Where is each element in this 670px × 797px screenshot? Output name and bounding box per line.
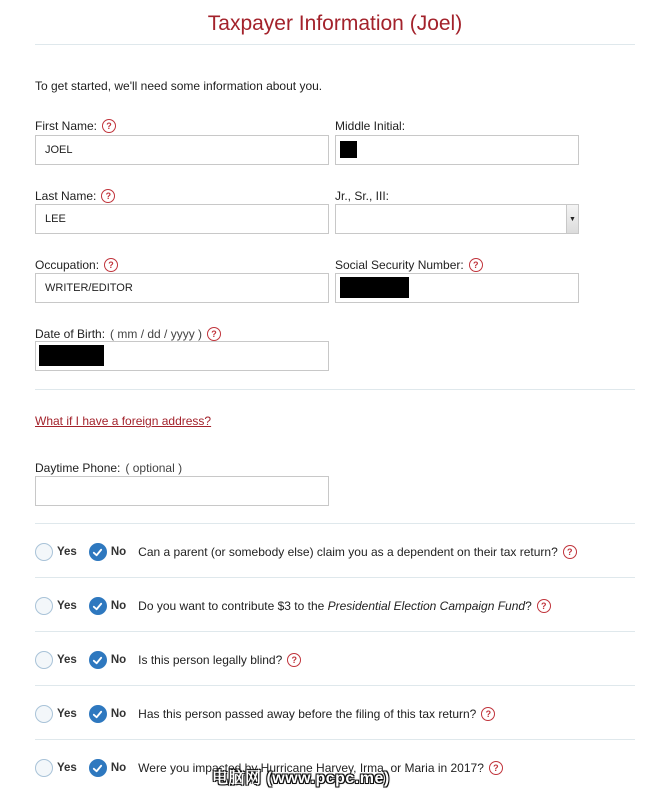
phone-input[interactable] <box>35 476 329 506</box>
dob-redaction <box>39 345 104 366</box>
deceased-no-radio[interactable] <box>89 705 107 723</box>
intro-text: To get started, we'll need some information about you. <box>35 79 323 93</box>
last-name-input[interactable] <box>35 204 329 234</box>
question-divider-1 <box>35 577 635 578</box>
dob-help-icon[interactable]: ? <box>207 327 221 341</box>
campaign-fund-no-radio[interactable] <box>89 597 107 615</box>
yes-label: Yes <box>57 600 77 612</box>
occupation-label <box>35 258 118 272</box>
watermark: 电脑网 (www.pcpc.me) <box>212 770 390 787</box>
first-name-label <box>35 119 116 133</box>
phone-hint: ( optional ) <box>125 461 183 475</box>
triangle-down-icon[interactable]: ▼ <box>566 205 578 233</box>
no-label: No <box>110 708 127 720</box>
ssn-label <box>335 258 483 272</box>
last-name-label <box>35 189 115 203</box>
question-text-campaign-fund-em: Presidential Election Campaign Fund <box>327 599 526 613</box>
dependent-yes-radio[interactable] <box>35 543 53 561</box>
dob-label <box>35 327 221 341</box>
question-row-dependent <box>35 540 635 564</box>
question-row-campaign-fund <box>35 594 635 618</box>
hurricane-yes-radio[interactable] <box>35 759 53 777</box>
occupation-value: WRITER/EDITOR <box>45 282 133 294</box>
checkmark-icon <box>92 601 103 612</box>
suffix-label <box>335 189 389 203</box>
middle-initial-label <box>335 119 405 133</box>
checkmark-icon <box>92 655 103 666</box>
ssn-help-icon[interactable]: ? <box>469 258 483 272</box>
blind-yes-radio[interactable] <box>35 651 53 669</box>
checkmark-icon <box>92 547 103 558</box>
first-name-help-icon[interactable]: ? <box>102 119 116 133</box>
section-divider-2 <box>35 523 635 524</box>
no-label: No <box>110 654 127 666</box>
dependent-no-radio[interactable] <box>89 543 107 561</box>
campaign-fund-help-icon[interactable]: ? <box>537 599 551 613</box>
dob-label-text: Date of Birth: <box>35 327 106 341</box>
suffix-select[interactable] <box>335 204 579 234</box>
middle-initial-redaction <box>340 141 357 158</box>
deceased-help-icon[interactable]: ? <box>481 707 495 721</box>
phone-label <box>35 461 182 475</box>
page-title: Taxpayer Information (Joel) <box>207 12 463 35</box>
question-divider-2 <box>35 631 635 632</box>
header-divider <box>35 44 635 45</box>
question-text-deceased: Has this person passed away before the filing of this tax return? <box>138 707 477 721</box>
question-text-campaign-fund-after: ? <box>525 599 532 613</box>
yes-label: Yes <box>57 762 77 774</box>
question-divider-4 <box>35 739 635 740</box>
campaign-fund-yes-radio[interactable] <box>35 597 53 615</box>
question-text-blind: Is this person legally blind? <box>138 653 283 667</box>
middle-initial-label-text: Middle Initial: <box>335 119 406 133</box>
yes-label: Yes <box>57 708 77 720</box>
ssn-label-text: Social Security Number: <box>335 258 464 272</box>
first-name-value: JOEL <box>45 144 73 156</box>
occupation-input[interactable] <box>35 273 329 303</box>
no-label: No <box>110 600 127 612</box>
middle-initial-input[interactable] <box>335 135 579 165</box>
question-text-campaign-fund-before: Do you want to contribute $3 to the <box>138 599 328 613</box>
blind-no-radio[interactable] <box>89 651 107 669</box>
first-name-label-text: First Name: <box>35 119 98 133</box>
occupation-help-icon[interactable]: ? <box>104 258 118 272</box>
question-row-blind <box>35 648 635 672</box>
question-text-campaign-fund <box>138 599 532 613</box>
suffix-label-text: Jr., Sr., III: <box>335 189 390 203</box>
question-row-deceased <box>35 702 635 726</box>
blind-help-icon[interactable]: ? <box>287 653 301 667</box>
dob-hint: ( mm / dd / yyyy ) <box>110 327 203 341</box>
question-text-hurricane: Were you impacted by Hurricane Harvey, Irma, or Maria in 2017? <box>138 761 484 775</box>
last-name-value: LEE <box>45 213 66 225</box>
no-label: No <box>110 546 127 558</box>
deceased-yes-radio[interactable] <box>35 705 53 723</box>
yes-label: Yes <box>57 546 77 558</box>
last-name-help-icon[interactable]: ? <box>101 189 115 203</box>
yes-label: Yes <box>57 654 77 666</box>
checkmark-icon <box>92 709 103 720</box>
dependent-help-icon[interactable]: ? <box>563 545 577 559</box>
ssn-redaction <box>340 277 409 298</box>
last-name-label-text: Last Name: <box>35 189 97 203</box>
first-name-input[interactable] <box>35 135 329 165</box>
question-divider-3 <box>35 685 635 686</box>
hurricane-help-icon[interactable]: ? <box>489 761 503 775</box>
occupation-label-text: Occupation: <box>35 258 100 272</box>
foreign-address-link[interactable]: What if I have a foreign address? <box>35 414 212 428</box>
phone-label-text: Daytime Phone: <box>35 461 121 475</box>
question-text-dependent: Can a parent (or somebody else) claim you as a dependent on their tax return? <box>138 545 558 559</box>
hurricane-no-radio[interactable] <box>89 759 107 777</box>
section-divider-1 <box>35 389 635 390</box>
checkmark-icon <box>92 763 103 774</box>
no-label: No <box>110 762 127 774</box>
